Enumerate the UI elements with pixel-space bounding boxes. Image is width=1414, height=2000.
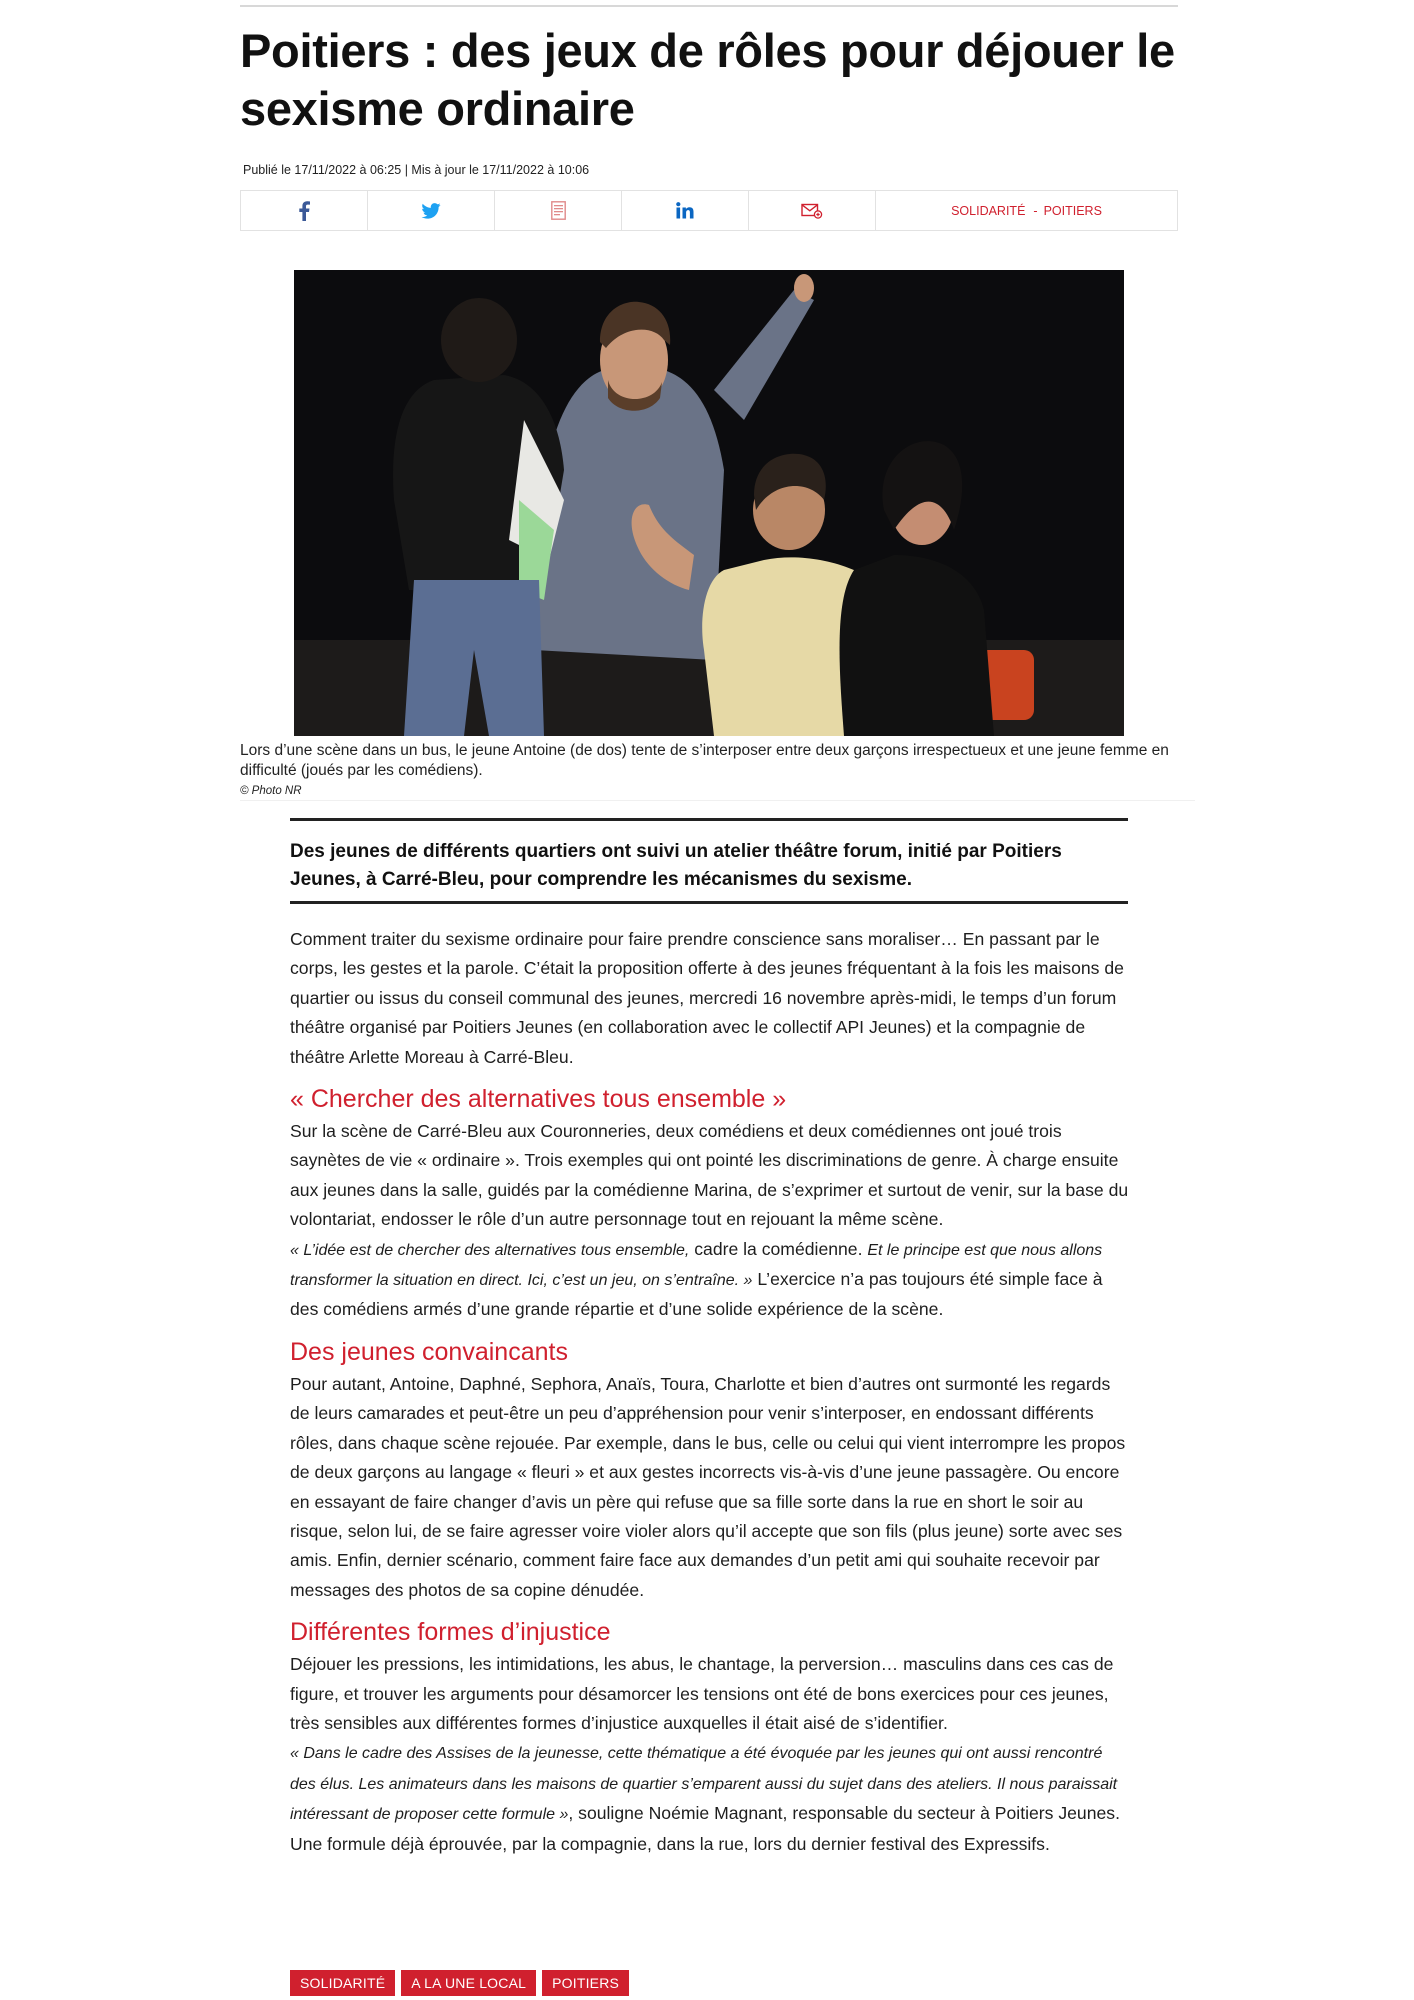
quote-2: Et le principe est que nous allons transformer la situation en direct. Ici, c’est un jeu, on s’entraîne. » xyxy=(290,1241,1103,1290)
share-mail-button[interactable] xyxy=(749,191,876,230)
section-link-poitiers[interactable]: POITIERS xyxy=(1043,203,1102,218)
article-body xyxy=(290,925,1132,1859)
subheading-1: « Chercher des alternatives tous ensemble » xyxy=(290,1085,787,1114)
paragraph-1: Comment traiter du sexisme ordinaire pour faire prendre conscience sans moraliser… En passant par le corps, les gestes et la parole. C’était la proposition offerte à des jeunes fréquentant à la fois les maisons de quartier ou issus du conseil communal des jeunes, mercredi 16 novembre après-midi, le temps d’un forum théâtre organisé par Poitiers Jeunes (en collaboration avec le collectif API Jeunes) et la compagnie de théâtre Arlette Moreau à Carré-Bleu. xyxy=(290,929,1124,1067)
section-separator: - xyxy=(1033,203,1038,218)
paragraph-3: Pour autant, Antoine, Daphné, Sephora, Anaïs, Toura, Charlotte et bien d’autres ont surmonté les regards de leurs camarades et peut-être un peu d’appréhension pour venir s’interposer, en endossant différents rôles, dans chaque scène rejouée. Par exemple, dans le bus, celle ou celui qui vient interrompre les propos de deux garçons au langage « fleuri » et aux gestes incorrects vis-à-vis d’une jeune passagère. Ou encore en essayant de faire changer d’avis un père qui refuse que sa fille sorte dans la rue en short le soir au risque, selon lui, de se faire agresser voire violer alors qu’il accepte que son fils (plus jeune) sorte avec ses amis. Enfin, dernier scénario, comment faire face aux demandes d’un petit ami qui souhaite recevoir par messages des photos de sa copine dénudée. xyxy=(290,1373,1126,1600)
tag-list xyxy=(290,1970,629,1996)
share-bar xyxy=(240,190,1178,231)
paragraph-4-text-a: Déjouer les pressions, les intimidations, les abus, le chantage, la perversion… masculins dans ces cas de figure, et trouver les arguments pour désamorcer les tensions ont été de bons exercices pour ces jeunes, très sensibles aux différentes formes d’injustice auxquelles il était aisé de s’identifier. xyxy=(290,1654,1114,1733)
article-title: Poitiers : des jeux de rôles pour déjouer le sexisme ordinaire xyxy=(240,24,1175,135)
photo-caption: Lors d’une scène dans un bus, le jeune Antoine (de dos) tente de s’interposer entre deux garçons irrespectueux et une jeune femme en difficulté (joués par les comédiens). xyxy=(240,742,1169,779)
share-twitter-button[interactable] xyxy=(368,191,495,230)
quote-1: « L’idée est de chercher des alternatives tous ensemble, xyxy=(290,1241,690,1259)
tag-solidarite[interactable]: SOLIDARITÉ xyxy=(290,1970,395,1996)
caption-divider xyxy=(240,800,1195,801)
share-facebook-button[interactable] xyxy=(241,191,368,230)
paragraph-2-text-c: L’exercice n’a pas toujours été simple face à des comédiens armés d’une grande répartie et d’une solide expérience de la scène. xyxy=(290,1269,1103,1320)
paragraph-2-text-a: Sur la scène de Carré-Bleu aux Couronneries, deux comédiens et deux comédiennes ont joué trois saynètes de vie « ordinaire ». Trois exemples qui ont pointé les discriminations de genre. À charge ensuite aux jeunes dans la salle, guidés par la comédienne Marina, de s’exprimer et surtout de venir, sur la base du volontariat, endosser le rôle d’un autre personnage tout en rejouant la même scène. xyxy=(290,1121,1129,1230)
subheading-3: Différentes formes d’injustice xyxy=(290,1618,611,1647)
share-article-button[interactable] xyxy=(495,191,622,230)
subheading-2: Des jeunes convaincants xyxy=(290,1337,568,1366)
tag-a-la-une-local[interactable]: A LA UNE LOCAL xyxy=(401,1970,536,1996)
paragraph-4 xyxy=(290,1650,1132,1859)
publish-meta: Publié le 17/11/2022 à 06:25 | Mis à jour le 17/11/2022 à 10:06 xyxy=(243,163,590,177)
paragraph-2 xyxy=(290,1117,1132,1325)
article-lede: Des jeunes de différents quartiers ont suivi un atelier théâtre forum, initié par Poitiers Jeunes, à Carré-Bleu, pour comprendre les mécanismes du sexisme. xyxy=(290,818,1128,904)
facebook-icon xyxy=(298,201,310,221)
twitter-icon xyxy=(421,203,441,219)
tag-poitiers[interactable]: POITIERS xyxy=(542,1970,629,1996)
paragraph-4-text-b: , souligne Noémie Magnant, responsable du secteur à Poitiers Jeunes. Une formule déjà éprouvée, par la compagnie, dans la rue, lors du dernier festival des Expressifs. xyxy=(290,1803,1120,1854)
section-link-solidarite[interactable]: SOLIDARITÉ xyxy=(951,203,1026,218)
photo-credit: © Photo NR xyxy=(240,785,302,797)
share-linkedin-button[interactable] xyxy=(622,191,749,230)
linkedin-icon xyxy=(676,202,694,219)
share-section-tags xyxy=(876,191,1177,230)
article-photo[interactable] xyxy=(294,270,1124,736)
mail-icon xyxy=(801,203,823,219)
article-icon xyxy=(551,201,566,220)
top-divider xyxy=(240,5,1178,7)
quote-3: « Dans le cadre des Assises de la jeunesse, cette thématique a été évoquée par les jeunes qui ont aussi rencontré des élus. Les animateurs dans les maisons de quartier s’emparent aussi du sujet dans des ateliers. Il nous paraissait intéressant de proposer cette formule » xyxy=(290,1745,1118,1824)
paragraph-2-text-b: cadre la comédienne. xyxy=(689,1238,868,1259)
